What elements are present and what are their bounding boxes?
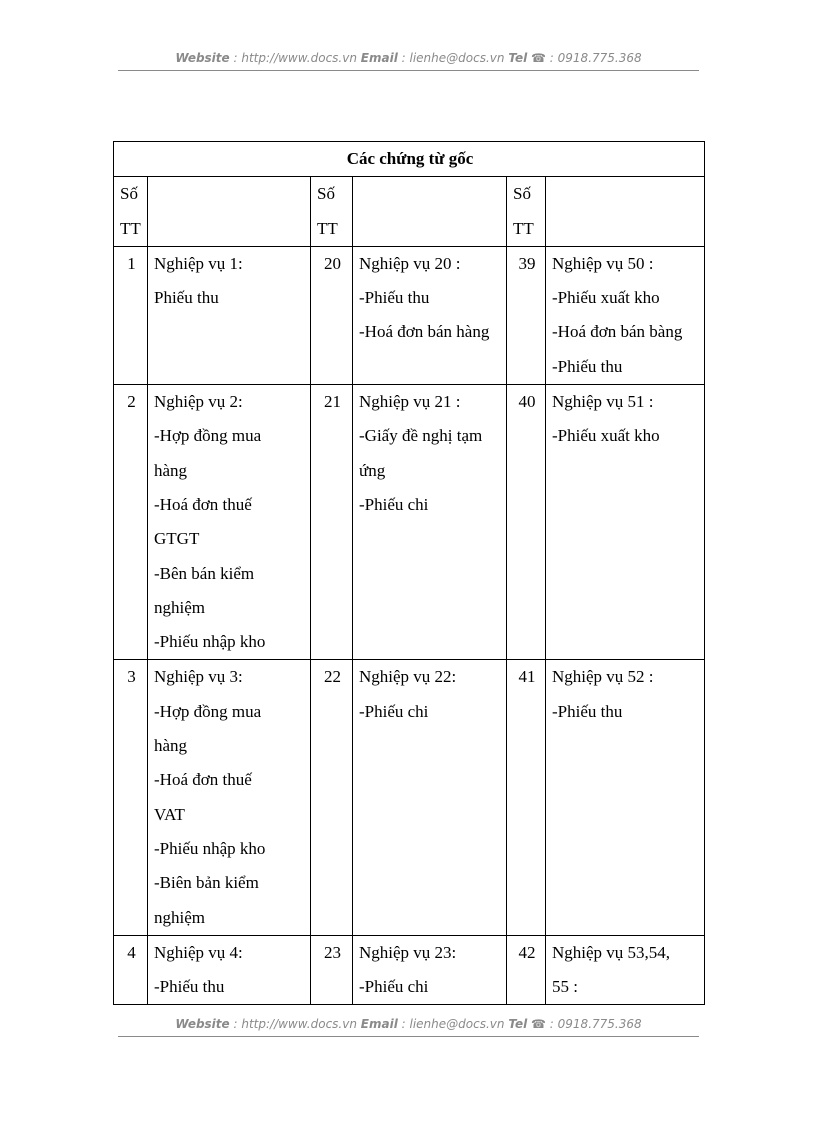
footer-email-value: : lienhe@docs.vn bbox=[401, 1017, 505, 1031]
footer-website-label: Website bbox=[175, 1017, 230, 1031]
document-line: -Phiếu chi bbox=[359, 701, 429, 721]
document-line: -Phiếu xuất kho bbox=[552, 426, 660, 446]
table-row bbox=[114, 935, 705, 1005]
row-documents bbox=[353, 385, 507, 660]
header-stt-line: Số bbox=[513, 184, 531, 204]
row-number: 41 bbox=[507, 660, 546, 935]
document-line: Nghiệp vụ 22: bbox=[359, 667, 457, 687]
row-number: 20 bbox=[311, 246, 353, 384]
header-stt-cell bbox=[507, 177, 546, 247]
row-number: 3 bbox=[114, 660, 148, 935]
row-documents bbox=[546, 246, 705, 384]
document-line: -Hoá đơn thuế bbox=[154, 494, 252, 514]
footer-divider bbox=[118, 1036, 699, 1037]
header-stt-line: Số bbox=[317, 184, 335, 204]
row-documents bbox=[353, 935, 507, 1005]
document-line: -Hợp đồng mua bbox=[154, 701, 262, 721]
document-line: -Bên bán kiểm bbox=[154, 563, 255, 583]
row-documents bbox=[148, 660, 311, 935]
document-line: 55 : bbox=[552, 977, 578, 997]
row-documents bbox=[148, 935, 311, 1005]
row-number: 22 bbox=[311, 660, 353, 935]
document-line: Nghiệp vụ 51 : bbox=[552, 392, 654, 412]
header-stt-line: TT bbox=[513, 218, 534, 238]
header-email-label: Email bbox=[360, 51, 398, 65]
row-number: 39 bbox=[507, 246, 546, 384]
document-line: GTGT bbox=[154, 529, 200, 549]
table-row bbox=[114, 660, 705, 935]
document-line: Nghiệp vụ 1: bbox=[154, 253, 243, 273]
page-footer bbox=[118, 1017, 699, 1031]
document-line: -Giấy đề nghị tạm bbox=[359, 426, 483, 446]
document-line: -Phiếu nhập kho bbox=[154, 838, 266, 858]
document-line: VAT bbox=[154, 804, 185, 824]
row-number: 23 bbox=[311, 935, 353, 1005]
document-line: Nghiệp vụ 52 : bbox=[552, 667, 654, 687]
document-line: Nghiệp vụ 53,54, bbox=[552, 942, 671, 962]
table-title: Các chứng từ gốc bbox=[114, 142, 705, 177]
header-website-label: Website bbox=[175, 51, 230, 65]
header-stt-cell bbox=[311, 177, 353, 247]
document-line: -Hợp đồng mua bbox=[154, 426, 262, 446]
document-line: -Phiếu nhập kho bbox=[154, 632, 266, 652]
document-line: -Phiếu thu bbox=[359, 288, 430, 308]
row-number: 40 bbox=[507, 385, 546, 660]
document-line: Phiếu thu bbox=[154, 288, 219, 308]
row-documents bbox=[546, 935, 705, 1005]
document-line: nghiệm bbox=[154, 907, 205, 927]
row-number: 1 bbox=[114, 246, 148, 384]
document-line: -Biên bản kiểm bbox=[154, 873, 259, 893]
header-stt-line: Số bbox=[120, 184, 138, 204]
footer-tel-value: ☎ : 0918.775.368 bbox=[531, 1017, 642, 1031]
row-number: 21 bbox=[311, 385, 353, 660]
table-title-row bbox=[114, 142, 705, 177]
row-documents bbox=[148, 385, 311, 660]
document-line: Nghiệp vụ 2: bbox=[154, 392, 243, 412]
header-empty-cell bbox=[353, 177, 507, 247]
footer-website-value: : http://www.docs.vn bbox=[233, 1017, 357, 1031]
header-stt-cell bbox=[114, 177, 148, 247]
table-header-row bbox=[114, 177, 705, 247]
document-line: -Phiếu thu bbox=[154, 977, 225, 997]
row-number: 42 bbox=[507, 935, 546, 1005]
document-line: -Hoá đơn bán hàng bbox=[359, 322, 490, 342]
row-documents bbox=[148, 246, 311, 384]
document-line: Nghiệp vụ 3: bbox=[154, 667, 243, 687]
document-line: Nghiệp vụ 50 : bbox=[552, 253, 654, 273]
document-line: hàng bbox=[154, 460, 188, 480]
row-documents bbox=[353, 246, 507, 384]
footer-email-label: Email bbox=[360, 1017, 398, 1031]
source-documents-table bbox=[113, 141, 705, 1005]
document-line: -Phiếu thu bbox=[552, 701, 623, 721]
header-stt-line: TT bbox=[317, 218, 338, 238]
header-stt-line: TT bbox=[120, 218, 141, 238]
header-empty-cell bbox=[546, 177, 705, 247]
row-documents bbox=[353, 660, 507, 935]
table-row bbox=[114, 246, 705, 384]
header-tel-label: Tel bbox=[508, 51, 528, 65]
header-divider bbox=[118, 70, 699, 71]
header-website-value: : http://www.docs.vn bbox=[233, 51, 357, 65]
row-number: 2 bbox=[114, 385, 148, 660]
header-empty-cell bbox=[148, 177, 311, 247]
row-documents bbox=[546, 660, 705, 935]
document-line: hàng bbox=[154, 736, 188, 756]
document-line: -Phiếu thu bbox=[552, 356, 623, 376]
table-row bbox=[114, 385, 705, 660]
document-line: nghiệm bbox=[154, 597, 205, 617]
document-line: -Phiếu xuất kho bbox=[552, 288, 660, 308]
document-line: -Phiếu chi bbox=[359, 977, 429, 997]
document-line: -Hoá đơn thuế bbox=[154, 770, 252, 790]
document-line: -Phiếu chi bbox=[359, 494, 429, 514]
row-number: 4 bbox=[114, 935, 148, 1005]
document-line: Nghiệp vụ 20 : bbox=[359, 253, 461, 273]
header-email-value: : lienhe@docs.vn bbox=[401, 51, 505, 65]
document-line: Nghiệp vụ 21 : bbox=[359, 392, 461, 412]
document-line: ứng bbox=[359, 460, 386, 480]
row-documents bbox=[546, 385, 705, 660]
header-tel-value: ☎ : 0918.775.368 bbox=[531, 51, 642, 65]
document-line: -Hoá đơn bán bàng bbox=[552, 322, 683, 342]
document-line: Nghiệp vụ 23: bbox=[359, 942, 457, 962]
document-line: Nghiệp vụ 4: bbox=[154, 942, 243, 962]
page-header bbox=[118, 51, 699, 65]
footer-tel-label: Tel bbox=[508, 1017, 528, 1031]
